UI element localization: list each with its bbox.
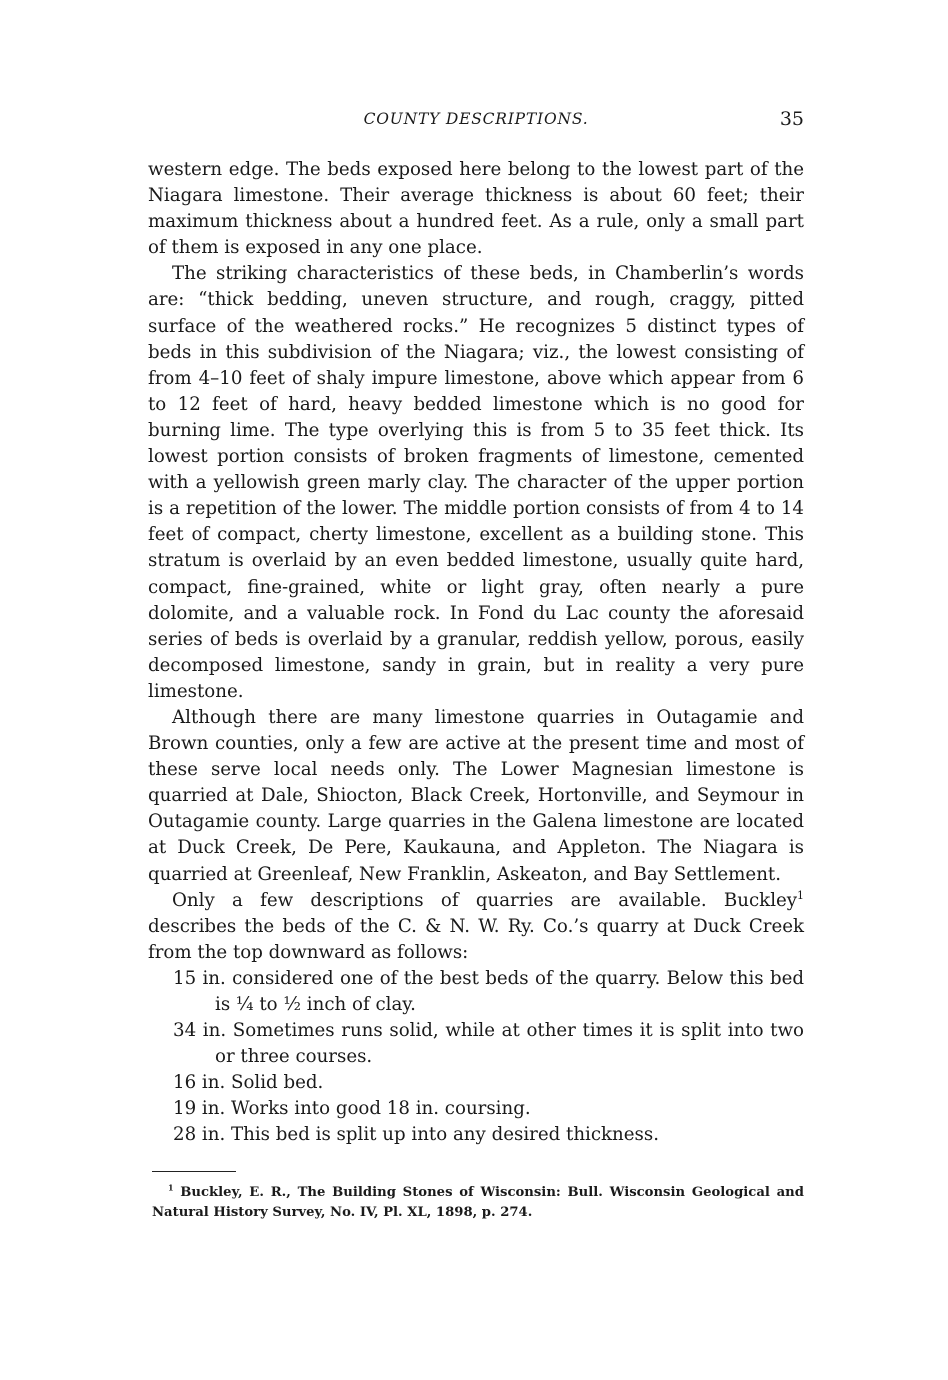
bed-list-item: 28 in. This bed is split up into any desired thickness. [173, 1124, 659, 1146]
bed-list [148, 966, 804, 1149]
paragraph-continuation: western edge. The beds exposed here belong to the lowest part of the Niagara limestone. Their average thickness is about 60 feet; their maximum thickness about a hundred feet. As a rule, only a small part of them is exposed in any one place. [148, 159, 804, 259]
page-number: 35 [779, 108, 804, 130]
paragraph-quarry-descriptions [148, 888, 804, 966]
footnote-mark: 1 [168, 1183, 174, 1193]
footnote-reference: 1 [797, 888, 804, 902]
paragraph-chamberlin-description: The striking characteristics of these beds, in Chamberlin’s words are: “thick bedding, uneven structure, and rough, craggy, pitted surface of the weathered rocks.” He recognizes 5 distinct types of beds in this subdivision of the Niagara; viz., the lowest consisting of from 4–10 feet of shaly impure limestone, above which appear from 6 to 12 feet of hard, heavy bedded limestone which is no good for burning lime. The type overlying this is from 5 to 35 feet thick. Its lowest portion consists of broken fragments of limestone, cemented with a yellowish green marly clay. The character of the upper portion is a repetition of the lower. The middle portion consists of from 4 to 14 feet of compact, cherty limestone, excellent as a building stone. This stratum is overlaid by an even bedded limestone, usually quite hard, compact, fine-grained, white or light gray, often nearly a pure dolomite, and a valuable rock. In Fond du Lac county the aforesaid series of beds is overlaid by a granular, reddish yellow, porous, easily decomposed limestone, sandy in grain, but in reality a very pure limestone. [148, 263, 804, 702]
bed-list-item: 16 in. Solid bed. [173, 1072, 324, 1094]
quarry-text-before-ref: Only a few descriptions of quarries are available. Buckley [172, 889, 798, 911]
bed-list-item: 19 in. Works into good 18 in. coursing. [173, 1098, 531, 1120]
body-text [148, 157, 804, 1149]
footnote-divider [152, 1171, 236, 1172]
bed-list-item: 34 in. Sometimes runs solid, while at other times it is split into two or three courses. [173, 1020, 804, 1068]
paragraph-quarries-overview: Although there are many limestone quarries in Outagamie and Brown counties, only a few are active at the present time and most of these serve local needs only. The Lower Magnesian limestone is quarried at Dale, Shiocton, Black Creek, Hortonville, and Seymour in Outagamie county. Large quarries in the Galena limestone are located at Duck Creek, De Pere, Kaukauna, and Appleton. The Niagara is quarried at Greenleaf, New Franklin, Askeaton, and Bay Settlement. [148, 706, 804, 885]
bed-list-item: 15 in. considered one of the best beds of the quarry. Below this bed is ¼ to ½ inch of clay. [173, 967, 804, 1015]
page-header [148, 108, 804, 138]
quarry-text-after-ref: describes the beds of the C. & N. W. Ry. Co.’s quarry at Duck Creek from the top downward as follows: [148, 915, 804, 963]
footnote-text: Buckley, E. R., The Building Stones of Wisconsin: Bull. Wisconsin Geological and Natural History Survey, No. IV, Pl. XL, 1898, p. 274. [152, 1185, 804, 1220]
running-head: COUNTY DESCRIPTIONS. [363, 110, 589, 128]
footnote [152, 1183, 804, 1223]
